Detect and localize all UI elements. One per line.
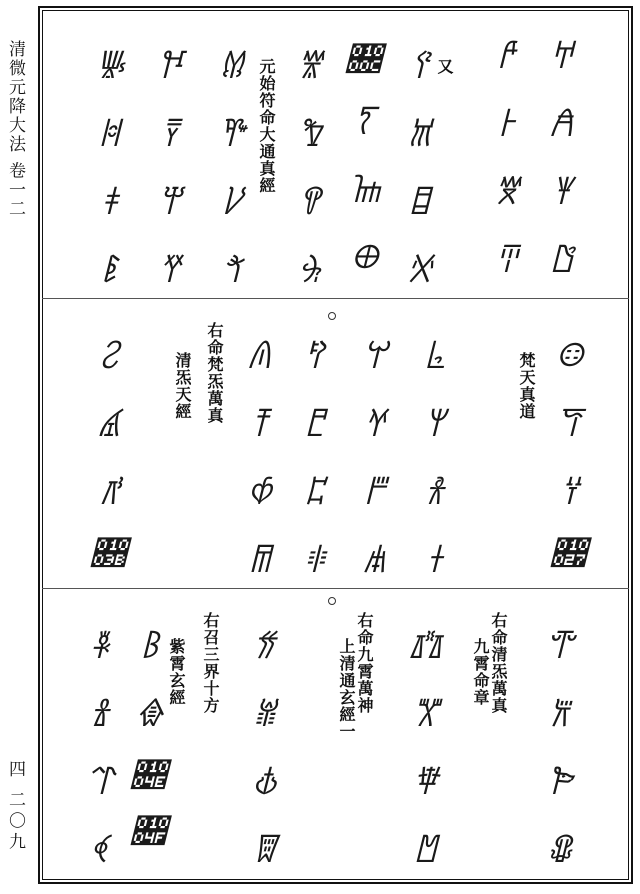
heading-shangqing-tongxuan: 上清通玄經一 xyxy=(337,638,356,740)
seal-glyph-column: 𐀜𐀝𐀞𐀟 xyxy=(87,42,127,314)
section-divider-2 xyxy=(42,588,629,589)
panel-middle xyxy=(44,322,627,604)
heading-fantian-zhendao: 梵天真道 xyxy=(517,352,536,420)
heading-zixiao-xuanjing: 紫霄玄經 xyxy=(167,638,186,706)
seal-glyph-column: 𐀔𐀕𐀖𐀗 xyxy=(209,42,249,314)
seal-glyph-column: 𐀀𐀁𐀂𐀃 xyxy=(539,32,579,304)
seal-glyph-column: 𐀈𐀉𐀊𐀋 xyxy=(397,42,437,314)
seal-glyph-column: 𐀐𐀑𐀒𐀓 xyxy=(287,42,327,314)
panel-bottom xyxy=(44,612,627,894)
heading-youzhao-sanjie: 右召三界十方 xyxy=(201,612,220,714)
seal-glyph-column: 𐀤𐀥𐀦𐀧 xyxy=(547,332,587,592)
heading-yuanshi-fuming: 元始符命大通真經 xyxy=(257,58,276,194)
seal-glyph-column: 𐀘𐀙𐀚𐀛 xyxy=(147,42,187,314)
heading-youming-fanqi: 右命梵炁萬真 xyxy=(205,322,224,424)
heading-qingqi-tianjing: 清炁天經 xyxy=(173,352,192,420)
margin-page-number: 四 二〇九 xyxy=(5,760,25,854)
seal-glyph-column: 𐀌𐀍𐀎𐀏 xyxy=(342,42,382,302)
heading-jiuxiao-mingzhang: 九霄命章 xyxy=(471,638,490,706)
seal-glyph-column: 𐀨𐀩𐀪𐀫 xyxy=(412,332,452,604)
seal-glyph-column: 𐀰𐀱𐀲𐀳 xyxy=(292,332,332,604)
margin-book-title: 清微元降大法 卷一二 xyxy=(5,40,25,219)
seal-glyph-column: 𐁌𐁍𐁎𐁏 xyxy=(127,622,167,870)
heading-you: 又 xyxy=(435,58,454,75)
seal-glyph-column: 𐀸𐀹𐀺𐀻 xyxy=(87,332,127,592)
panel-top xyxy=(44,22,627,314)
seal-glyph-column: 𐀄𐀅𐀆𐀇 xyxy=(484,32,524,304)
seal-glyph-column: 𐀬𐀭𐀮𐀯 xyxy=(352,332,392,604)
seal-glyph-column: 𐁀𐁁𐁂𐁃 xyxy=(537,622,577,894)
heading-youming-jiuxiao: 右命九霄萬神 xyxy=(355,612,374,714)
heading-youming-qingqi: 右命清炁萬真 xyxy=(489,612,508,714)
seal-glyph-column: 𐀴𐀵𐀶𐀷 xyxy=(237,332,277,604)
seal-glyph-column: 𐁄𐁅𐁆𐁇 xyxy=(403,622,443,894)
seal-glyph-column: 𐁐𐁑𐁒𐁓 xyxy=(77,622,117,894)
seal-glyph-column: 𐁈𐁉𐁊𐁋 xyxy=(242,622,282,894)
